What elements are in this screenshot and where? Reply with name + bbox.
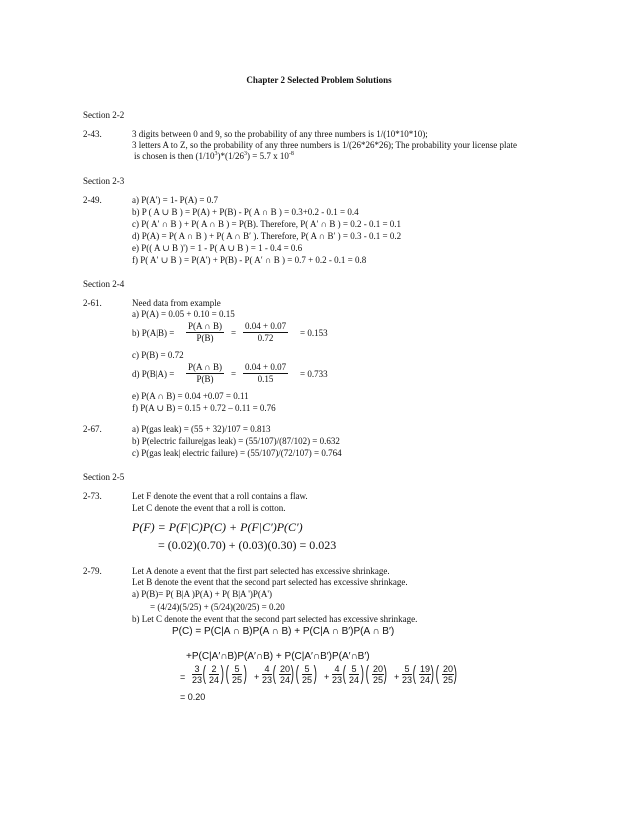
fraction (442, 664, 454, 685)
plus-sign: + (324, 672, 330, 682)
text-line: a) P(B)= P( B|A )P(A) + P( B|A ')P(A') (132, 589, 273, 599)
result: = 0.20 (180, 692, 206, 702)
text-line: e) P(( A ∪ B )') = 1 - P( A ∪ B ) = 1 - 0.4 = 0.6 (132, 243, 303, 253)
fraction (192, 664, 202, 685)
fraction (209, 664, 219, 685)
numerator: 5 (302, 664, 312, 675)
text-line: e) P(A ∩ B) = 0.04 +0.07 = 0.11 (132, 391, 249, 401)
page-title: Chapter 2 Selected Problem Solutions (246, 75, 392, 85)
text-line: c) P( A′ ∩ B ) + P( A ∩ B ) = P(B). Therefore, P( A′ ∩ B ) = 0.2 - 0.1 = 0.1 (132, 219, 402, 229)
numerator: 20 (280, 664, 291, 674)
problem-number: 2-61. (83, 298, 102, 308)
text-line: b) P ( A ∪ B ) = P(A) + P(B) - P( A ∩ B ) = 0.3+0.2 - 0.1 = 0.4 (132, 207, 359, 217)
paren: ( (342, 663, 347, 685)
paren: ) (290, 663, 295, 685)
fraction (232, 664, 242, 685)
numerator: 0.04 + 0.07 (245, 321, 287, 331)
paren: ( (412, 663, 417, 685)
equals-sign: = (231, 369, 237, 379)
equation-line: = (0.02)(0.70) + (0.03)(0.30) = 0.023 (158, 538, 337, 552)
paren: ) (383, 663, 388, 685)
problem-number: 2-79. (83, 566, 102, 576)
denominator: 25 (443, 675, 454, 685)
equation-line: P(F) = P(F|C)P(C) + P(F|C′)P(C′) (132, 520, 303, 534)
text-line: c) P(gas leak| electric failure) = (55/107)/(72/107) = 0.764 (132, 448, 342, 458)
numerator: 20 (373, 664, 384, 674)
fraction (279, 664, 291, 685)
text-line: a) P(gas leak) = (55 + 32)/107 = 0.813 (132, 424, 271, 434)
paren: ) (360, 663, 365, 685)
paren: ( (272, 663, 277, 685)
denominator: P(B) (196, 333, 214, 343)
denominator: 0.72 (257, 333, 274, 343)
text-line: b) P(electric failure|gas leak) = (55/107)/(87/102) = 0.632 (132, 436, 340, 446)
text-line: f) P(A ∪ B) = 0.15 + 0.72 – 0.11 = 0.76 (132, 403, 276, 413)
fraction (372, 664, 384, 685)
numerator: 5 (232, 664, 242, 675)
equals-sign: = (231, 328, 237, 338)
denominator: P(B) (196, 374, 214, 384)
fraction (332, 664, 342, 685)
section-heading: Section 2-2 (83, 110, 125, 120)
text-line: a) P(A) = 0.05 + 0.10 = 0.15 (132, 309, 235, 319)
fraction (402, 664, 412, 685)
problem-number: 2-49. (83, 195, 102, 205)
paren: ) (453, 663, 458, 685)
text-line: is chosen is then $(1/10^3)*(1/26^3) = 5.7$ x $10^{-8}$ (134, 151, 294, 161)
problem-number: 2-73. (83, 491, 102, 501)
denominator: 23 (402, 675, 413, 685)
text-line: Let B denote the event that the second part selected has excessive shrinkage. (132, 577, 408, 587)
paren: ) (430, 663, 435, 685)
equals-sign: = (180, 672, 186, 682)
equation-line: +P(C|A′∩B)P(A′∩B) + P(C|A′∩B′)P(A′∩B′) (186, 651, 370, 662)
paren: ) (313, 663, 318, 685)
text-line: = (4/24)(5/25) + (5/24)(20/25) = 0.20 (150, 602, 285, 612)
numerator: 0.04 + 0.07 (245, 362, 287, 372)
fraction (419, 664, 431, 685)
section-heading: Section 2-4 (83, 279, 125, 289)
denominator: 0.15 (257, 374, 274, 384)
denominator: 23 (192, 675, 203, 685)
fraction (243, 321, 288, 344)
numerator: 5 (402, 664, 412, 675)
fraction (186, 321, 224, 344)
numerator: 4 (262, 664, 272, 675)
denominator: 23 (332, 675, 343, 685)
result: = 0.153 (300, 328, 328, 338)
paren: ) (243, 663, 248, 685)
denominator: 23 (262, 675, 273, 685)
fraction (349, 664, 359, 685)
paren: ( (435, 663, 440, 685)
numerator: 3 (192, 664, 202, 675)
numerator: 5 (349, 664, 359, 675)
fraction (262, 664, 272, 685)
text-line: b) Let C denote the event that the second part selected has excessive shrinkage. (132, 614, 418, 624)
paren: ) (220, 663, 225, 685)
section-heading: Section 2-5 (83, 472, 125, 482)
denominator: 25 (232, 675, 243, 685)
numerator: P(A ∩ B) (188, 321, 223, 331)
text-line: a) P(A') = 1- P(A) = 0.7 (132, 195, 219, 205)
paren: ( (202, 663, 207, 685)
text-line: f) P( A′ ∪ B ) = P(A') + P(B) - P( A′ ∩ B ) = 0.7 + 0.2 - 0.1 = 0.8 (132, 255, 367, 265)
text-line: 3 digits between 0 and 9, so the probability of any three numbers is 1/(10*10*10); (132, 129, 428, 139)
text-line: d) P(B|A) = (132, 369, 175, 379)
fraction (186, 362, 224, 385)
denominator: 24 (280, 675, 291, 685)
text-line: Let F denote the event that a roll contains a flaw. (132, 491, 308, 501)
fraction (302, 664, 312, 685)
equation-line: P(C) = P(C|A ∩ B)P(A ∩ B) + P(C|A ∩ B′)P(A ∩ B′) (172, 626, 395, 637)
result: = 0.733 (300, 369, 328, 379)
fraction (243, 362, 288, 385)
denominator: 24 (209, 675, 220, 685)
section-heading: Section 2-3 (83, 176, 125, 186)
denominator: 24 (349, 675, 360, 685)
numerator: 4 (332, 664, 342, 675)
problem-number: 2-67. (83, 424, 102, 434)
paren: ( (225, 663, 230, 685)
text-line: Let A denote a event that the first part selected has excessive shrinkage. (132, 566, 390, 576)
text-line: c) P(B) = 0.72 (132, 350, 184, 360)
text-line: Need data from example (132, 298, 221, 308)
text-line: b) P(A|B) = (132, 328, 175, 338)
plus-sign: + (394, 672, 400, 682)
paren: ( (365, 663, 370, 685)
numerator: 19 (420, 664, 431, 674)
plus-sign: + (254, 672, 260, 682)
numerator: P(A ∩ B) (188, 362, 223, 372)
text-line: Let C denote the event that a roll is cotton. (132, 503, 286, 513)
denominator: 24 (420, 675, 431, 685)
numerator: 2 (209, 664, 219, 675)
text-line: 3 letters A to Z, so the probability of any three numbers is 1/(26*26*26); The probability your license plate (132, 140, 518, 150)
text-line: d) P(A) = P( A ∩ B ) + P( A ∩ B′ ). Therefore, P( A ∩ B′ ) = 0.3 - 0.1 = 0.2 (132, 231, 402, 241)
paren: ( (295, 663, 300, 685)
denominator: 25 (302, 675, 313, 685)
denominator: 25 (373, 675, 384, 685)
problem-number: 2-43. (83, 129, 102, 139)
numerator: 20 (443, 664, 454, 674)
